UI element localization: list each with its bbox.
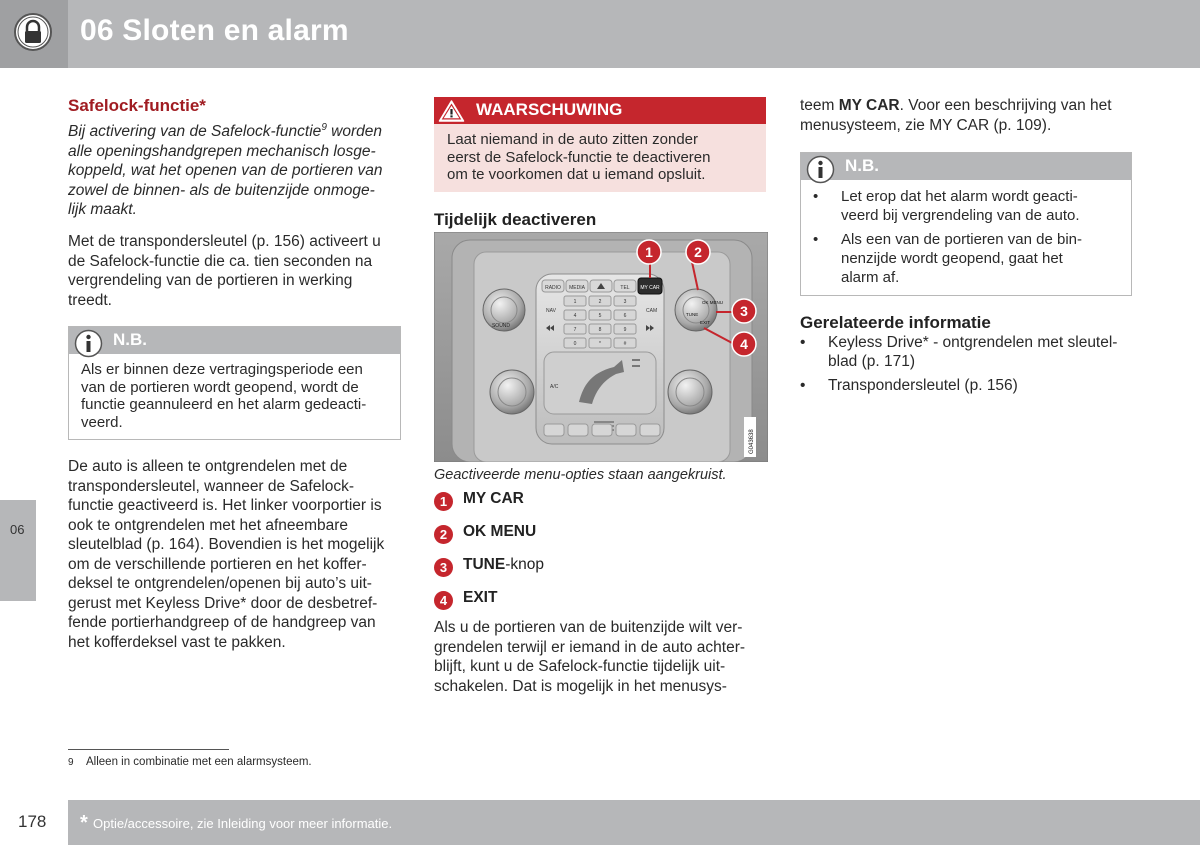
section-heading-deactivate: Tijdelijk deactiveren <box>434 210 597 229</box>
keypad-digit: 2 <box>598 299 602 305</box>
footnote-marker: 9 <box>321 121 327 133</box>
paragraph-line: schakelen. Dat is mogelijk in het menusys- <box>434 677 727 695</box>
footer-note: Optie/accessoire, zie Inleiding voor meer informatie. <box>93 816 393 831</box>
keypad-digit: 9 <box>623 327 627 333</box>
figure-callout-4 <box>732 332 756 356</box>
sound-label: SOUND <box>491 323 511 329</box>
keypad-digit: 7 <box>573 327 577 333</box>
mycar-label: MY CAR <box>640 285 660 291</box>
section-heading-safelock: Safelock-functie* <box>68 96 206 115</box>
unlock-paragraph <box>68 457 408 652</box>
paragraph-line: deksel te ontgrendelen/openen bij auto’s uit- <box>68 575 372 592</box>
paragraph-text: . Voor een beschrijving van het <box>899 97 1112 114</box>
chapter-side-tab-label: 06 <box>10 522 25 537</box>
intro-line: koppeld, wat het openen van de portieren van <box>68 162 383 179</box>
keypad-digit: 8 <box>598 327 602 333</box>
keypad-digit: # <box>623 341 627 347</box>
cam-label: CAM <box>646 308 658 314</box>
deactivate-paragraph <box>434 618 774 696</box>
callout-label-text: TUNE <box>463 556 506 573</box>
note-box-alarm <box>800 152 1132 296</box>
ac-label: A/C <box>550 384 559 390</box>
warning-title: WAARSCHUWING <box>476 100 623 119</box>
tune-knob <box>675 289 717 331</box>
footnote-number: 9 <box>68 757 74 768</box>
callout-label-4 <box>463 589 497 607</box>
related-link-item[interactable]: • Transpondersleutel (p. 156) <box>800 376 1140 395</box>
figure-callout-1 <box>637 240 661 264</box>
figure-caption: Geactiveerde menu-opties staan aangekruist. <box>434 467 727 483</box>
seat-heat-left-button <box>544 424 564 436</box>
paragraph-line: functie geactiveerd is. Het linker voorportier is <box>68 497 382 514</box>
keypad-digit: 4 <box>573 313 577 319</box>
callout-label-suffix: -knop <box>505 556 544 573</box>
related-link-line[interactable]: Keyless Drive* - ontgrendelen met sleutel- <box>828 334 1118 351</box>
center-console-illustration <box>434 232 768 462</box>
callout-label-text: EXIT <box>463 589 498 606</box>
keypad-digit: 6 <box>623 313 627 319</box>
radio-label: RADIO <box>545 285 561 291</box>
ok-menu-label: OK MENU <box>702 300 724 305</box>
svg-text:4: 4 <box>740 336 748 352</box>
continuation-paragraph <box>800 96 1145 135</box>
callout-badge-3: 3 <box>434 558 453 577</box>
paragraph-line: de Safelock-functie die ca. tien seconden na <box>68 252 373 270</box>
intro-line: alle openingshandgrepen mechanisch losge- <box>68 142 376 160</box>
paragraph-text: teem <box>800 97 839 114</box>
note-line: Als een van de portieren van de bin- <box>841 231 1082 248</box>
intro-line: lijk maakt. <box>68 201 137 218</box>
note-line: veerd bij vergrendeling van de auto. <box>841 207 1080 224</box>
warning-line: Laat niemand in de auto zitten zonder <box>447 131 699 148</box>
activation-paragraph <box>68 232 403 310</box>
note-title: N.B. <box>113 330 147 349</box>
figure-code: G043638 <box>749 429 755 454</box>
paragraph-line: Als u de portieren van de buitenzijde wilt ver- <box>434 619 743 636</box>
callout-badge-2: 2 <box>434 525 453 544</box>
paragraph-line: De auto is alleen te ontgrendelen met de <box>68 458 348 475</box>
paragraph-line: blijft, kunt u de Safelock-functie tijdelijk uit- <box>434 658 726 675</box>
keypad-digit: 1 <box>573 299 577 305</box>
keypad-digit: * <box>599 341 601 347</box>
note-line: alarm af. <box>841 269 900 286</box>
note-title: N.B. <box>845 156 879 175</box>
note-body <box>81 361 396 431</box>
tune-label: TUNE <box>686 312 699 317</box>
exit-label: EXIT <box>700 320 711 325</box>
callout-label-3 <box>463 556 544 574</box>
info-icon <box>806 155 835 184</box>
left-temperature-knob <box>490 370 534 414</box>
note-line: Als er binnen deze vertragingsperiode een <box>81 361 363 378</box>
page-number: 178 <box>18 812 47 831</box>
chapter-title: 06 Sloten en alarm <box>80 14 349 47</box>
paragraph-line: treedt. <box>68 291 112 309</box>
footnote-divider <box>68 749 229 750</box>
callout-label-text: OK MENU <box>463 523 537 540</box>
note-line: nenzijde wordt geopend, gaat het <box>841 250 1063 267</box>
note-box-delay <box>68 326 401 440</box>
intro-line: Bij activering van de Safelock-functie <box>68 123 322 140</box>
warning-triangle-icon <box>438 99 465 123</box>
note-line: veerd. <box>81 413 123 431</box>
right-temperature-knob <box>668 370 712 414</box>
note-line: functie geannuleerd en het alarm gedeacti- <box>81 396 367 413</box>
paragraph-line: ook te ontgrendelen met het afneembare <box>68 516 349 534</box>
warning-line: eerst de Safelock-functie te deactiveren <box>447 148 711 166</box>
lock-icon <box>13 12 53 52</box>
paragraph-line: sleutelblad (p. 164). Bovendien is het mogelijk <box>68 536 385 553</box>
paragraph-line: gerust met Keyless Drive* door de desbetref- <box>68 594 378 612</box>
info-icon <box>74 329 103 358</box>
warning-box <box>434 97 766 192</box>
paragraph-line: transpondersleutel, wanneer de Safelock- <box>68 477 355 495</box>
bottom-button <box>568 424 588 436</box>
note-bullet: • Als een van de portieren van de bin- nenzijde wordt geopend, gaat het alarm af. <box>813 230 1128 287</box>
paragraph-line: het kofferdeksel vast te pakken. <box>68 633 286 651</box>
mycar-term: MY CAR <box>838 97 900 114</box>
related-link-line[interactable]: Transpondersleutel (p. 156) <box>828 377 1018 394</box>
callout-label-text: MY CAR <box>463 490 524 507</box>
related-link-item[interactable]: • Keyless Drive* - ontgrendelen met sleutel- blad (p. 171) <box>800 333 1140 371</box>
keypad-digit: 3 <box>623 299 627 305</box>
keypad-digit: 0 <box>573 341 577 347</box>
note-line: Let erop dat het alarm wordt geacti- <box>841 188 1078 205</box>
paragraph-line: grendelen terwijl er iemand in de auto achter- <box>434 638 746 656</box>
figure-callout-3 <box>732 299 756 323</box>
tel-label: TEL <box>620 285 630 291</box>
svg-text:2: 2 <box>694 244 702 260</box>
intro-paragraph <box>68 122 403 220</box>
paragraph-line: om de verschillende portieren en het koffer- <box>68 555 367 573</box>
warning-line: om te voorkomen dat u iemand opsluit. <box>447 166 706 183</box>
note-line: van de portieren wordt geopend, wordt de <box>81 378 359 396</box>
paragraph-line: fende portierhandgreep of de handgreep van <box>68 614 376 631</box>
related-link-line[interactable]: blad (p. 171) <box>828 353 916 370</box>
nav-label: NAV <box>546 308 556 314</box>
keypad-digit: 5 <box>598 313 602 319</box>
seat-heat-right-button <box>640 424 660 436</box>
footnote-text: Alleen in combinatie met een alarmsysteem. <box>86 756 312 768</box>
callout-badge-4: 4 <box>434 591 453 610</box>
bottom-button <box>592 424 612 436</box>
paragraph-line: menusysteem, zie MY CAR (p. 109). <box>800 116 1052 134</box>
callout-label-1 <box>463 490 524 508</box>
intro-line-tail: worden <box>326 123 383 140</box>
bottom-button <box>616 424 636 436</box>
svg-text:1: 1 <box>645 244 653 260</box>
warning-body <box>447 131 762 184</box>
callout-label-2 <box>463 523 536 541</box>
paragraph-line: vergrendeling van de portieren in werking <box>68 272 353 289</box>
figure-callout-2 <box>686 240 710 264</box>
callout-badge-1: 1 <box>434 492 453 511</box>
footer-asterisk: * <box>80 812 88 834</box>
intro-line: zowel de binnen- als de buitenzijde onmoge- <box>68 181 375 199</box>
chapter-side-tab <box>0 500 36 601</box>
media-label: MEDIA <box>569 285 585 291</box>
note-bullet: • Let erop dat het alarm wordt geacti- veerd bij vergrendeling van de auto. <box>813 187 1128 225</box>
paragraph-line: Met de transpondersleutel (p. 156) activeert u <box>68 233 381 250</box>
svg-text:3: 3 <box>740 303 748 319</box>
related-info-heading: Gerelateerde informatie <box>800 313 991 332</box>
